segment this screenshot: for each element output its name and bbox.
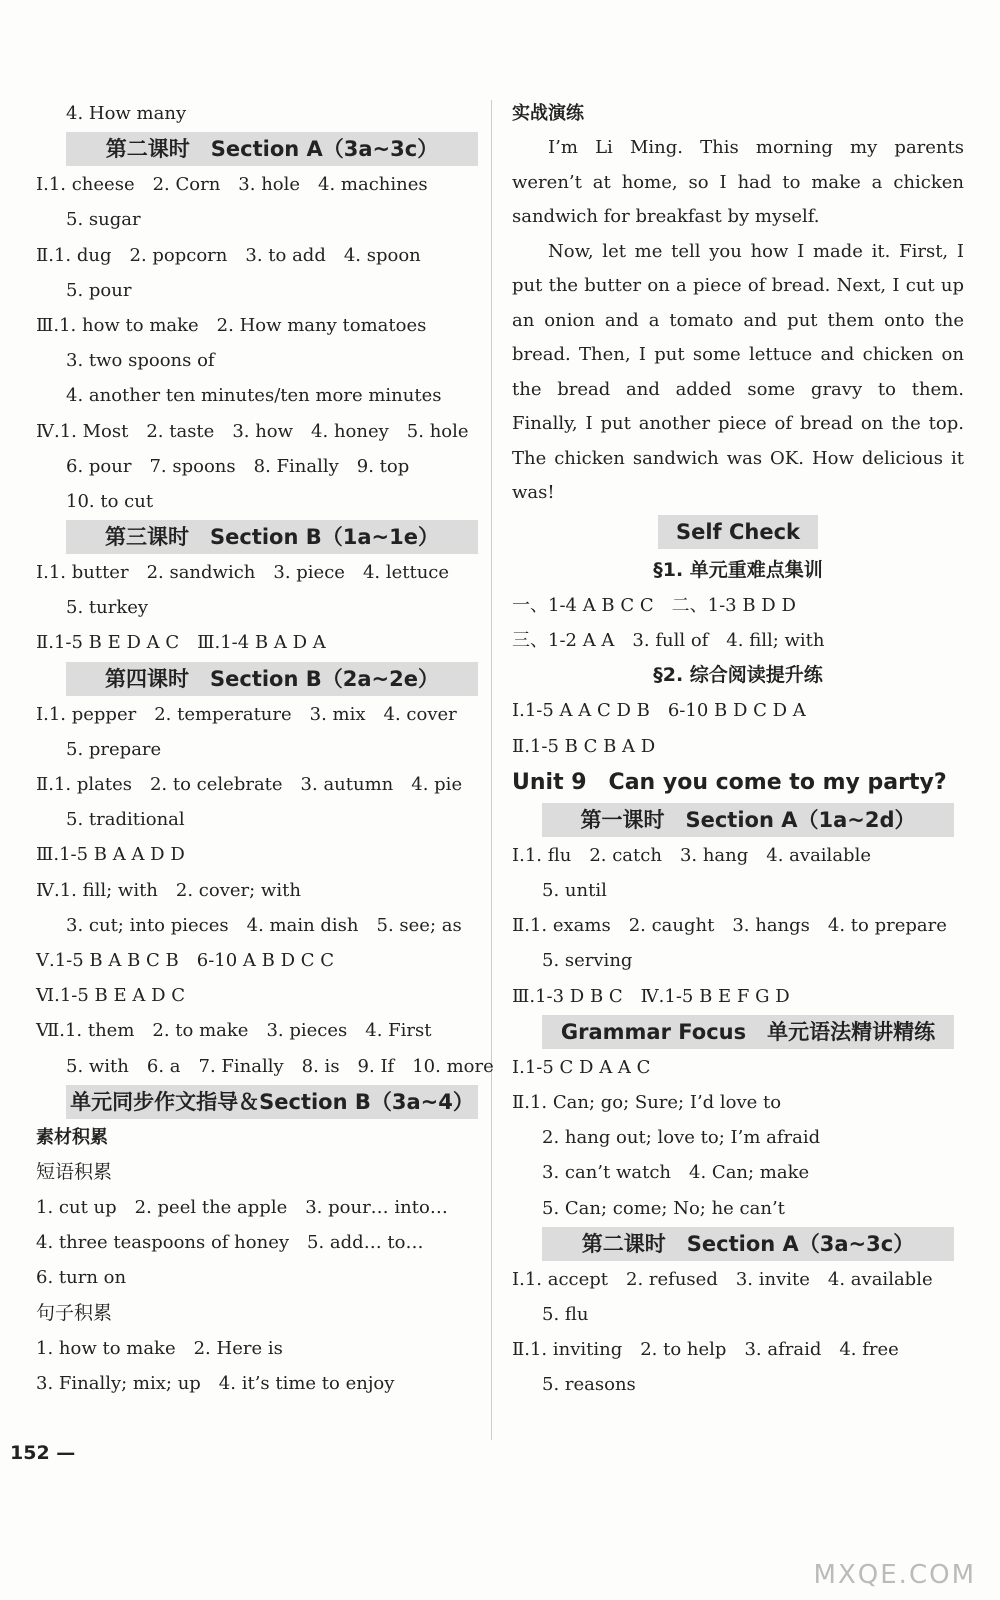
subsection-title: §2. 综合阅读提升练 (653, 664, 823, 687)
section-heading: 第四课时 Section B（2a~2e） (66, 662, 478, 696)
answer-line: Ⅶ.1. them 2. to make 3. pieces 4. First (36, 1020, 432, 1042)
passage (512, 131, 964, 511)
passage-paragraph: I’m Li Ming. This morning my parents weren’t at home, so I had to make a chicken sandwich for breakfast by myself. (512, 137, 964, 228)
answer-line: 5. sugar (66, 209, 141, 231)
answer-line: Ⅱ.1. Can; go; Sure; I’d love to (512, 1091, 782, 1113)
answer-line: 4. another ten minutes/ten more minutes (66, 385, 442, 407)
right-column (512, 96, 964, 1402)
section-heading: 第三课时 Section B（1a~1e） (66, 520, 478, 554)
answer-line: Ⅲ.1. how to make 2. How many tomatoes (36, 314, 427, 336)
answer-line: Ⅰ.1. flu 2. catch 3. hang 4. available (512, 844, 871, 866)
section-heading: 第二课时 Section A（3a~3c） (66, 132, 478, 166)
answer-line: Ⅳ.1. fill; with 2. cover; with (36, 879, 301, 901)
practice-heading: 实战演练 (512, 103, 584, 124)
answer-line: 5. reasons (542, 1374, 636, 1396)
answer-line: Ⅰ.1. accept 2. refused 3. invite 4. available (512, 1268, 933, 1290)
answer-line: Ⅵ.1-5 B E A D C (36, 985, 185, 1007)
category-label: 句子积累 (36, 1301, 113, 1324)
answer-line: 5. turkey (66, 597, 149, 619)
answer-line: 5. flu (542, 1303, 589, 1325)
answer-line: 3. two spoons of (66, 350, 215, 372)
material-heading: 素材积累 (36, 1126, 108, 1148)
answer-line: 一、1-4 A B C C 二、1-3 B D D (512, 594, 796, 616)
answer-line: Ⅰ.1-5 C D A A C (512, 1056, 651, 1078)
section-heading: Grammar Focus 单元语法精讲精练 (542, 1015, 954, 1049)
answer-line: 5. traditional (66, 809, 185, 831)
answer-line: 6. turn on (36, 1267, 127, 1289)
unit-title: Unit 9 Can you come to my party? (512, 769, 947, 795)
answer-line: 三、1-2 A A 3. full of 4. fill; with (512, 630, 825, 652)
answer-line: Ⅲ.1-5 B A A D D (36, 844, 185, 866)
answer-line: 4. three teaspoons of honey 5. add… to… (36, 1232, 424, 1254)
answer-line: 5. Can; come; No; he can’t (542, 1197, 785, 1219)
passage-paragraph: Now, let me tell you how I made it. First, I put the butter on a piece of bread. Next, I cut up an onion and a tomato and put them onto the bread. Then, I put some lettuce and chicken on the bread and added some gravy to them. Finally, I put another piece of bread on the top. The chicken sandwich was OK. How delicious it was! (512, 240, 964, 504)
self-check-heading: Self Check (658, 515, 818, 549)
answer-line: Ⅰ.1-5 A A C D B 6-10 B D C D A (512, 700, 806, 722)
answer-line: Ⅰ.1. pepper 2. temperature 3. mix 4. cover (36, 703, 457, 725)
left-column (36, 96, 494, 1401)
subsection-title: §1. 单元重难点集训 (653, 558, 823, 581)
answer-line: 1. cut up 2. peel the apple 3. pour… into… (36, 1197, 448, 1219)
answer-line: Ⅲ.1-3 D B C Ⅳ.1-5 B E F G D (512, 985, 790, 1007)
answer-line: 3. Finally; mix; up 4. it’s time to enjoy (36, 1373, 395, 1394)
answer-line: Ⅱ.1-5 B C B A D (512, 735, 656, 757)
answer-line: 5. prepare (66, 738, 162, 760)
answer-line: Ⅱ.1. plates 2. to celebrate 3. autumn 4. pie (36, 774, 463, 795)
answer-line: 1. how to make 2. Here is (36, 1337, 283, 1359)
watermark: MXQE.COM (813, 1560, 976, 1590)
right-answers (512, 515, 964, 1403)
answer-line: Ⅴ.1-5 B A B C B 6-10 A B D C C (36, 949, 335, 971)
answer-line: 2. hang out; love to; I’m afraid (542, 1127, 821, 1149)
page-number: 152 — (10, 1442, 76, 1464)
column-divider (491, 100, 492, 1440)
answer-line: Ⅱ.1. inviting 2. to help 3. afraid 4. free (512, 1339, 899, 1361)
answer-line: Ⅱ.1. exams 2. caught 3. hangs 4. to prepare (512, 915, 947, 937)
answer-line: Ⅰ.1. butter 2. sandwich 3. piece 4. lettuce (36, 562, 450, 584)
section-heading: 第一课时 Section A（1a~2d） (542, 803, 954, 837)
answer-line: 5. serving (542, 950, 633, 972)
answer-line: 3. can’t watch 4. Can; make (542, 1162, 810, 1184)
category-label: 短语积累 (36, 1160, 113, 1183)
section-heading: 单元同步作文指导＆Section B（3a~4） (66, 1085, 478, 1119)
answer-line: Ⅳ.1. Most 2. taste 3. how 4. honey 5. hole (36, 420, 469, 442)
answer-line: Ⅱ.1-5 B E D A C Ⅲ.1-4 B A D A (36, 632, 326, 654)
answer-line: 6. pour 7. spoons 8. Finally 9. top (66, 455, 410, 477)
answer-line: 5. until (542, 880, 607, 901)
answer-line: 5. pour (66, 279, 132, 301)
answer-line: 3. cut; into pieces 4. main dish 5. see; as (66, 914, 462, 936)
answer-line: 4. How many (66, 103, 187, 124)
answer-line: Ⅱ.1. dug 2. popcorn 3. to add 4. spoon (36, 244, 421, 266)
answer-line: 10. to cut (66, 490, 154, 512)
answer-line: 5. with 6. a 7. Finally 8. is 9. If 10. more (66, 1055, 494, 1077)
answer-line: Ⅰ.1. cheese 2. Corn 3. hole 4. machines (36, 174, 428, 196)
section-heading: 第二课时 Section A（3a~3c） (542, 1227, 954, 1261)
